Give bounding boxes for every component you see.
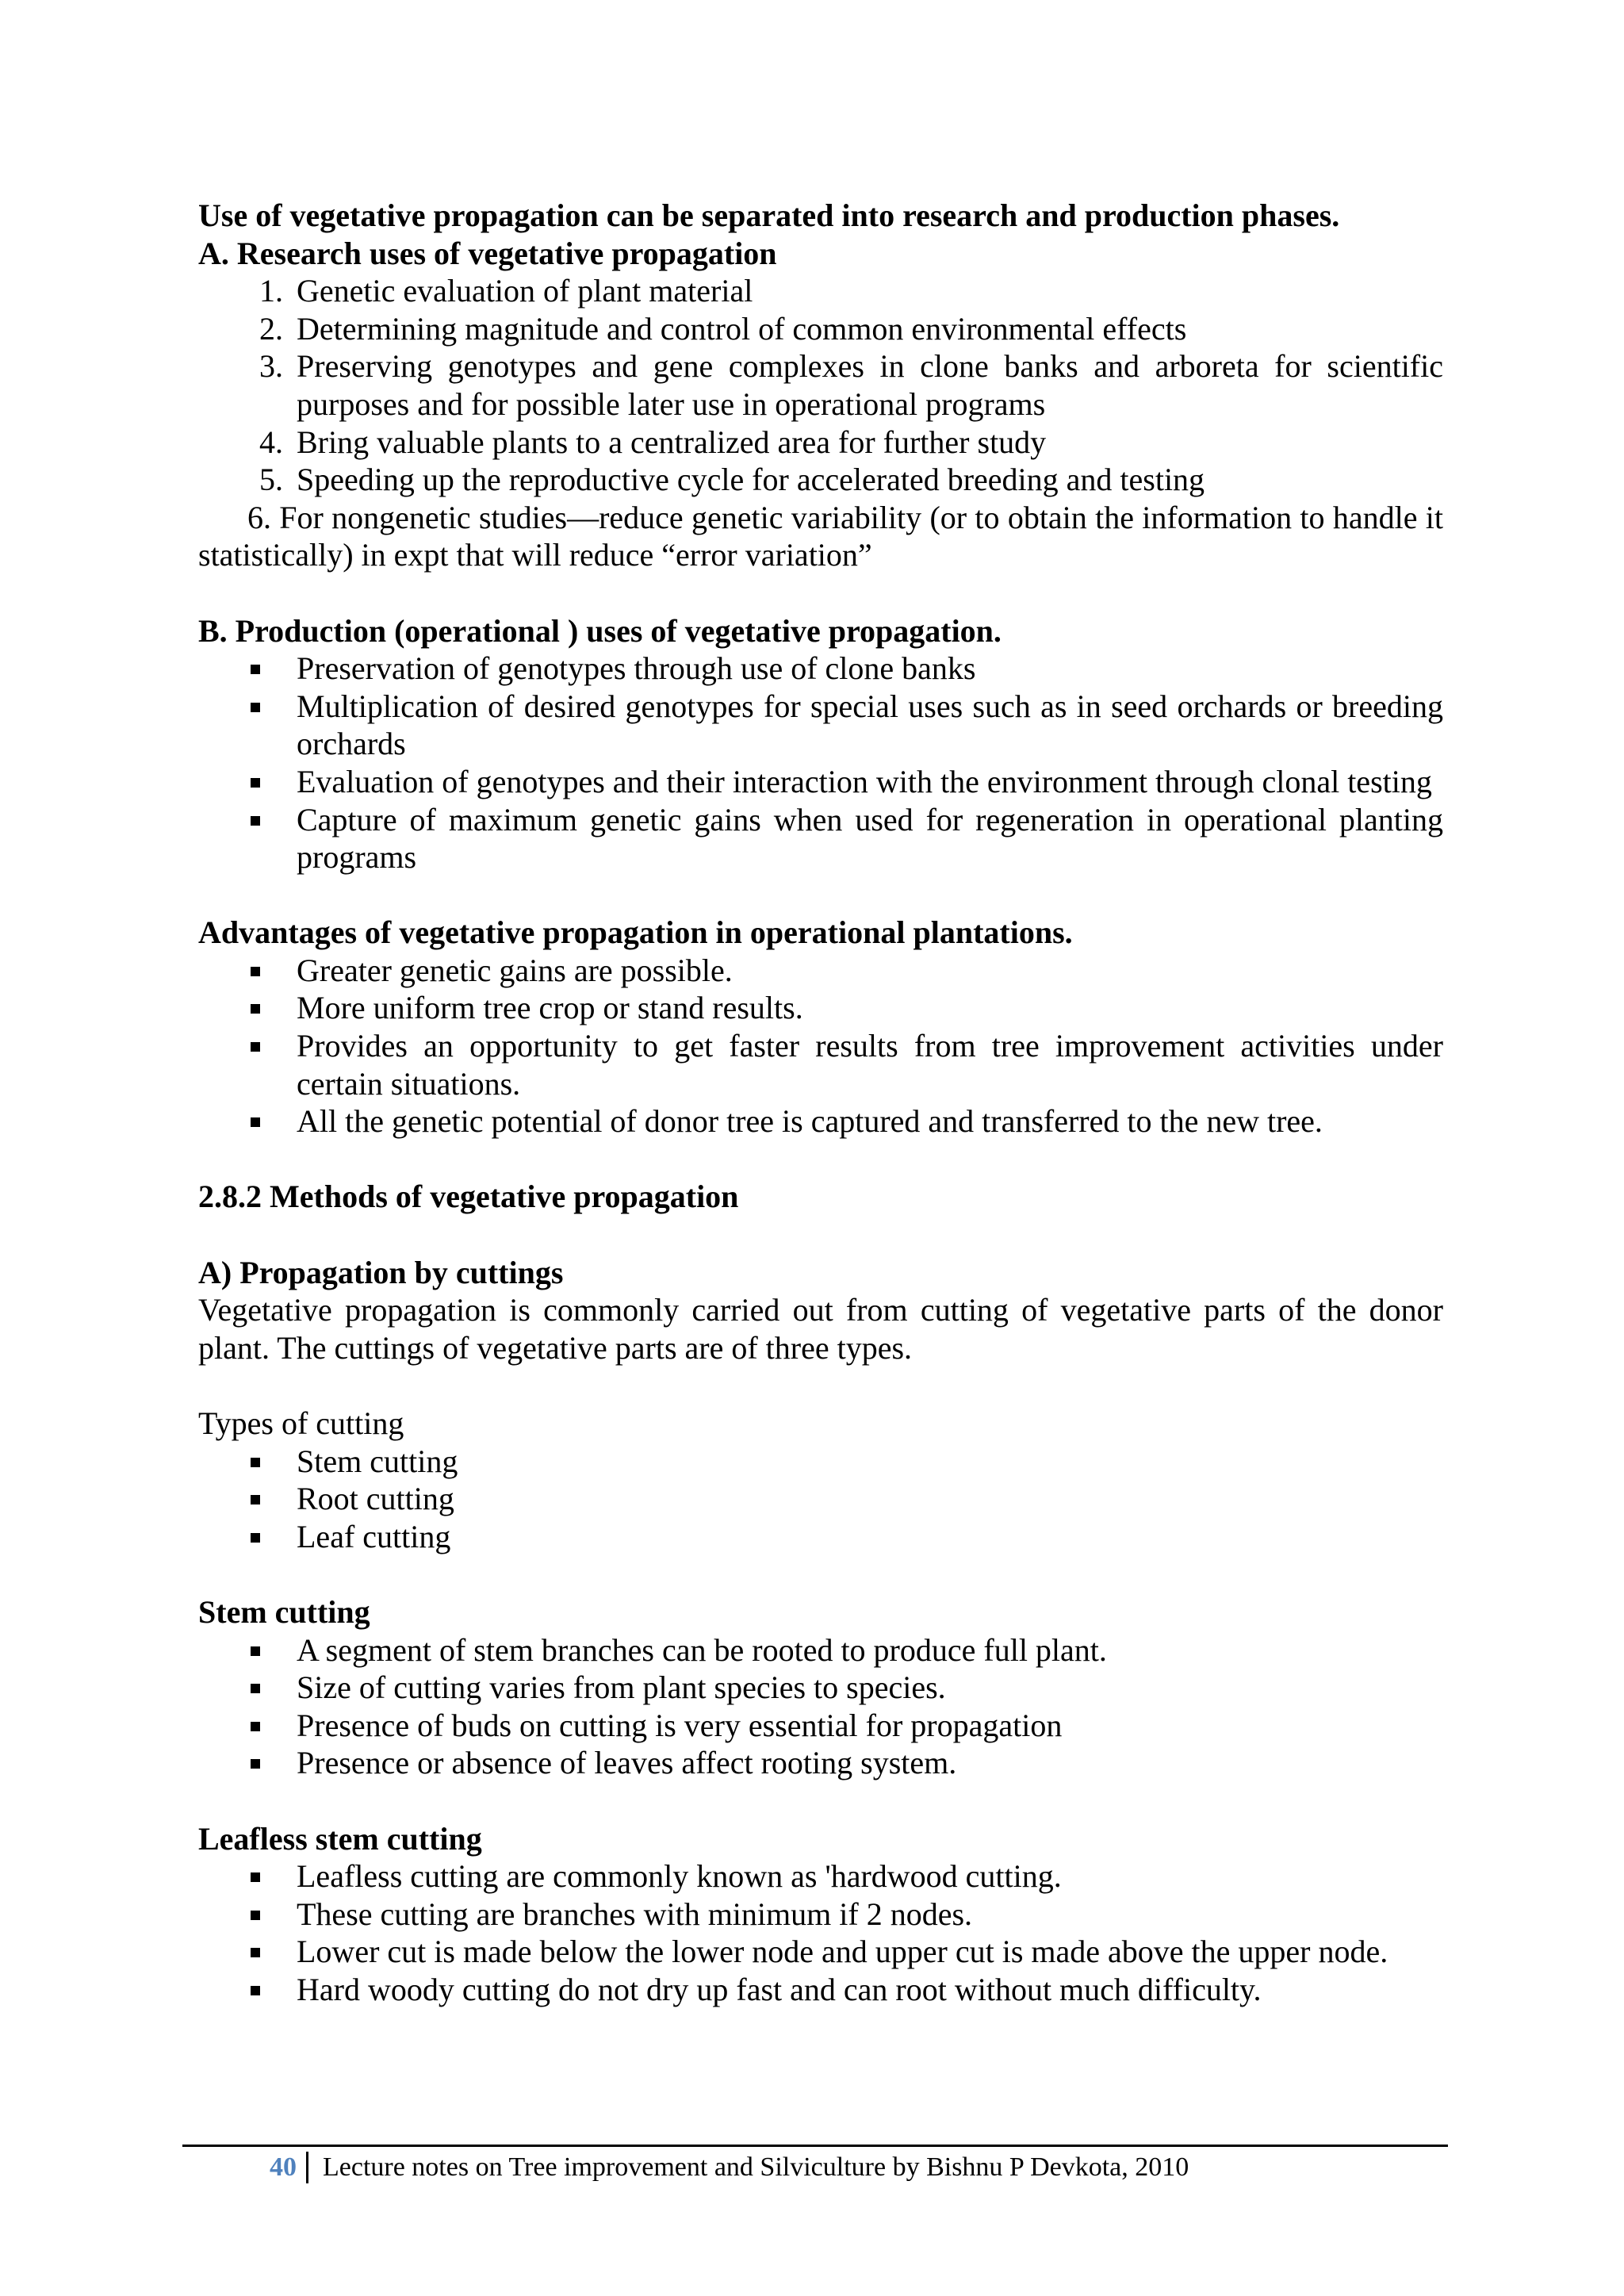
- square-bullet-icon: [251, 1986, 260, 1995]
- list-item-text: Greater genetic gains are possible.: [297, 952, 733, 988]
- page-number: 40: [270, 2152, 297, 2182]
- list-item: [198, 1971, 1443, 2009]
- square-bullet-icon: [251, 1458, 260, 1467]
- production-heading: B. Production (operational ) uses of vegetative propagation.: [198, 612, 1002, 649]
- research-item-6: 6. For nongenetic studies—reduce genetic variability (or to obtain the information to handle it statistically) in expt that will reduce “error variation”: [198, 499, 1443, 573]
- list-item-text: Presence of buds on cutting is very essential for propagation: [297, 1707, 1063, 1743]
- list-item: [198, 310, 1443, 348]
- list-item: [198, 1857, 1443, 1895]
- list-item-text: Leaf cutting: [297, 1518, 451, 1554]
- list-item-text: All the genetic potential of donor tree is captured and transferred to the new tree.: [297, 1103, 1323, 1140]
- advantages-heading: Advantages of vegetative propagation in operational plantations.: [198, 914, 1073, 951]
- list-item: [198, 688, 1443, 763]
- research-list: [198, 272, 1443, 499]
- list-item: [198, 952, 1443, 990]
- list-item-text: Evaluation of genotypes and their interaction with the environment through clonal testing: [297, 763, 1432, 799]
- list-item: [198, 1933, 1443, 1971]
- research-heading: A. Research uses of vegetative propagation: [198, 235, 777, 271]
- list-item-text: Capture of maximum genetic gains when used for regeneration in operational planting programs: [297, 801, 1443, 876]
- list-item-text: Determining magnitude and control of common environmental effects: [297, 310, 1187, 347]
- advantages-list: [198, 952, 1443, 1140]
- stem-heading: Stem cutting: [198, 1593, 370, 1630]
- list-item-text: Root cutting: [297, 1481, 454, 1517]
- square-bullet-icon: [251, 967, 260, 976]
- list-item: [198, 1480, 1443, 1518]
- list-item-text: Speeding up the reproductive cycle for accelerated breeding and testing: [297, 462, 1205, 498]
- list-item: [198, 272, 1443, 310]
- intro-heading: Use of vegetative propagation can be separated into research and production phases.: [198, 197, 1340, 233]
- list-item-text: More uniform tree crop or stand results.: [297, 990, 803, 1026]
- list-marker: 1.: [259, 273, 283, 309]
- square-bullet-icon: [251, 1495, 260, 1504]
- list-item-text: Preserving genotypes and gene complexes in clone banks and arboreta for scientific purposes and for possible later use in operational programs: [297, 348, 1443, 422]
- list-item-text: These cutting are branches with minimum if 2 nodes.: [297, 1895, 973, 1932]
- page-footer: [270, 2150, 1189, 2185]
- list-item: [198, 1744, 1443, 1782]
- list-item: [198, 801, 1443, 876]
- production-list: [198, 650, 1443, 876]
- list-item: [198, 1102, 1443, 1140]
- footer-separator: [306, 2152, 308, 2183]
- leafless-list: [198, 1857, 1443, 2008]
- list-item: [198, 1631, 1443, 1669]
- list-marker: 5.: [259, 462, 283, 498]
- list-item: [198, 1443, 1443, 1481]
- list-item-text: Provides an opportunity to get faster results from tree improvement activities under certain situations.: [297, 1028, 1443, 1102]
- list-marker: 4.: [259, 424, 283, 460]
- list-item: [198, 1027, 1443, 1102]
- footer-text: Lecture notes on Tree improvement and Silviculture by Bishnu P Devkota, 2010: [323, 2152, 1189, 2182]
- square-bullet-icon: [251, 1117, 260, 1127]
- stem-list: [198, 1631, 1443, 1782]
- list-item: [198, 989, 1443, 1027]
- list-item-text: Multiplication of desired genotypes for special uses such as in seed orchards or breeding orchards: [297, 688, 1443, 762]
- square-bullet-icon: [251, 1042, 260, 1052]
- square-bullet-icon: [251, 1911, 260, 1920]
- list-item: [198, 1518, 1443, 1556]
- list-item: [198, 1707, 1443, 1745]
- square-bullet-icon: [251, 1759, 260, 1769]
- methods-heading: 2.8.2 Methods of vegetative propagation: [198, 1179, 739, 1215]
- list-item-text: A segment of stem branches can be rooted to produce full plant.: [297, 1631, 1107, 1668]
- types-label: Types of cutting: [198, 1405, 404, 1441]
- square-bullet-icon: [251, 1004, 260, 1014]
- list-item-text: Leafless cutting are commonly known as 'hardwood cutting.: [297, 1858, 1062, 1895]
- square-bullet-icon: [251, 1872, 260, 1882]
- list-item-text: Hard woody cutting do not dry up fast and can root without much difficulty.: [297, 1971, 1262, 2007]
- leafless-heading: Leafless stem cutting: [198, 1820, 482, 1857]
- list-item-text: Preservation of genotypes through use of clone banks: [297, 650, 976, 687]
- cuttings-paragraph: Vegetative propagation is commonly carried out from cutting of vegetative parts of the donor plant. The cuttings of vegetative parts are of three types.: [198, 1292, 1443, 1366]
- square-bullet-icon: [251, 1684, 260, 1693]
- list-item: [198, 763, 1443, 801]
- list-marker: 3.: [259, 348, 283, 385]
- list-item: [198, 1895, 1443, 1934]
- list-item-text: Lower cut is made below the lower node and upper cut is made above the upper node.: [297, 1934, 1388, 1970]
- list-item: [198, 424, 1443, 462]
- list-item-text: Genetic evaluation of plant material: [297, 273, 753, 309]
- list-item-text: Bring valuable plants to a centralized area for further study: [297, 424, 1047, 460]
- square-bullet-icon: [251, 1948, 260, 1957]
- list-item-text: Stem cutting: [297, 1443, 458, 1479]
- square-bullet-icon: [251, 665, 260, 674]
- list-item: [198, 347, 1443, 423]
- list-item: [198, 650, 1443, 688]
- list-item-text: Presence or absence of leaves affect rooting system.: [297, 1745, 957, 1781]
- square-bullet-icon: [251, 1722, 260, 1731]
- square-bullet-icon: [251, 816, 260, 826]
- footer-rule: [182, 2145, 1448, 2147]
- list-item: [198, 461, 1443, 499]
- list-item-text: Size of cutting varies from plant species to species.: [297, 1669, 946, 1706]
- square-bullet-icon: [251, 703, 260, 712]
- document-page: [198, 197, 1443, 2009]
- types-list: [198, 1443, 1443, 1556]
- square-bullet-icon: [251, 1533, 260, 1543]
- square-bullet-icon: [251, 778, 260, 788]
- list-marker: 2.: [259, 310, 283, 347]
- cuttings-heading: A) Propagation by cuttings: [198, 1254, 564, 1290]
- list-item: [198, 1669, 1443, 1707]
- square-bullet-icon: [251, 1646, 260, 1656]
